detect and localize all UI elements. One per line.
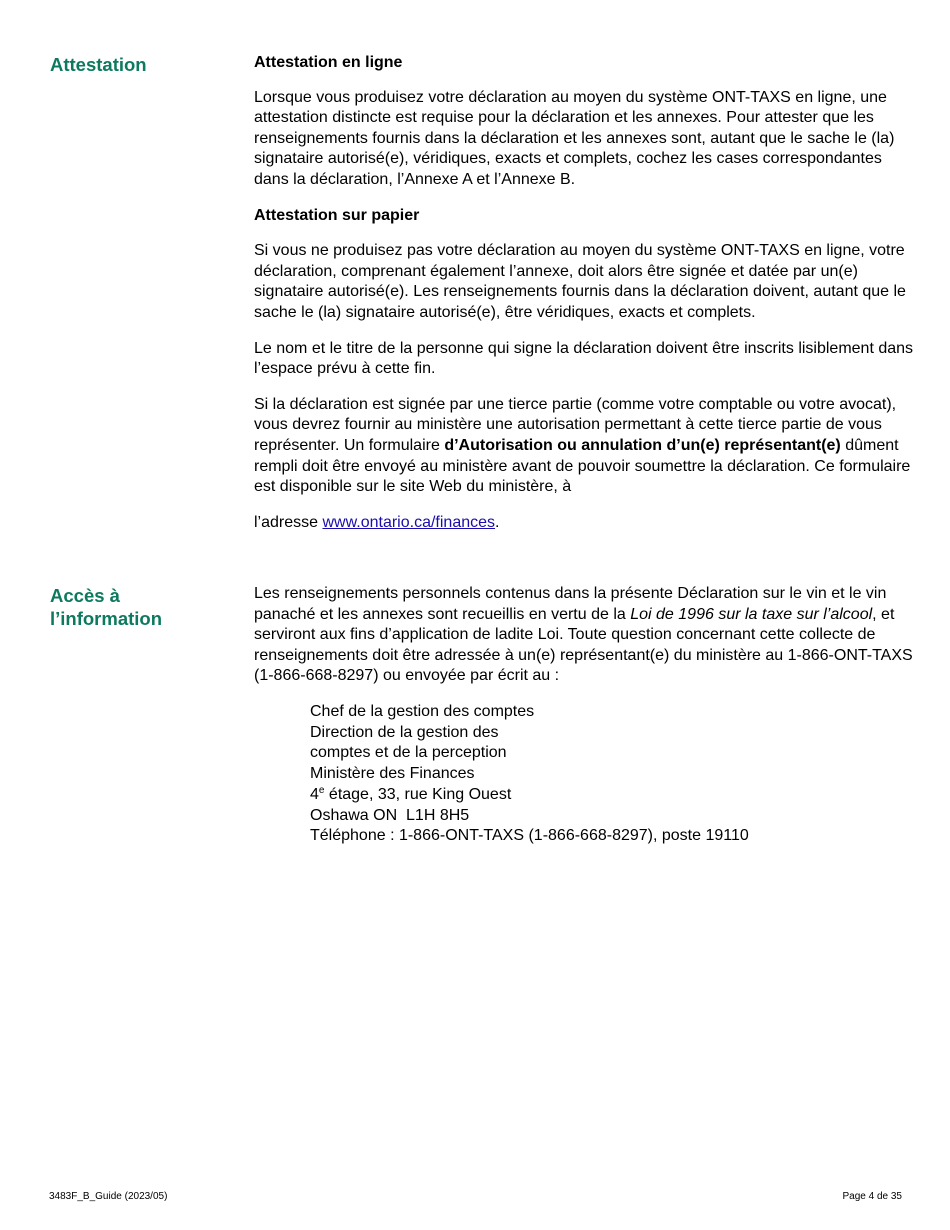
address-phone: Téléphone : 1-866-ONT-TAXS (1-866-668-8297), poste 19110 [310,827,749,845]
privacy-text-before: Les renseignements personnels contenus dans la présente Déclaration sur le vin et le vin panaché et les annexes sont recueillis en vertu de la [254,585,887,623]
address-suffix: . [495,513,500,531]
floor-number: 4 [310,785,319,803]
footer-page-number: Page 4 de 35 [842,1191,902,1202]
ontario-finances-link[interactable]: www.ontario.ca/finances [322,513,496,531]
paper-attestation-subheading: Attestation sur papier [254,206,420,224]
attestation-content [254,53,916,533]
floor-superscript: e [318,784,325,796]
access-heading-line2: l’information [50,608,163,629]
address-line-floor [310,785,749,806]
address-line: Direction de la gestion des [310,723,499,741]
third-party-text-after: dûment rempli doit être envoyé au ministère avant de pouvoir soumettre la déclaration. Ce formulaire est disponible sur le site Web du ministère, à [254,436,911,496]
finances-address-line [254,513,916,534]
floor-rest: étage, 33, rue King Ouest [324,785,512,803]
attestation-heading: Attestation [50,54,147,75]
access-to-information-heading [50,584,240,630]
authorization-form-name: d’Autorisation ou annulation d’un(e) représentant(e) [444,436,841,454]
access-heading-line1: Accès à [50,585,120,606]
privacy-text-after: , et serviront aux fins d’application de ladite Loi. Toute question concernant cette collecte de renseignements doit être adressée à un(e) représentant(e) du ministère au 1-866-ONT-TAXS (1-866-668-8297) ou envoyée par écrit au : [254,605,913,685]
address-line: Ministère des Finances [310,765,475,783]
address-prefix: l’adresse [254,513,323,531]
signer-name-paragraph: Le nom et le titre de la personne qui signe la déclaration doivent être inscrits lisiblement dans l’espace prévu à cette fin. [254,339,914,378]
address-line: comptes et de la perception [310,744,507,762]
online-attestation-subheading: Attestation en ligne [254,54,403,71]
address-line: Chef de la gestion des comptes [310,703,535,720]
mailing-address [310,702,749,847]
law-name: Loi de 1996 sur la taxe sur l’alcool [630,605,873,623]
privacy-paragraph [254,584,916,687]
third-party-paragraph [254,395,916,498]
online-attestation-paragraph: Lorsque vous produisez votre déclaration au moyen du système ONT-TAXS en ligne, une attestation distincte est requise pour la déclaration et les annexes. Pour attester que les renseignements fournis dans la déclaration et les annexes sont, autant que le sache le (la) signataire autorisé(e), véridiques, exacts et complets, cochez les cases correspondantes dans la déclaration, l’Annexe A et l’Annexe B. [254,88,895,188]
third-party-text-before: Si la déclaration est signée par une tierce partie (comme votre comptable ou votre avocat), vous devrez fournir au ministère une autorisation permettant à cette tierce partie de vous représenter. Un formulaire [254,395,897,454]
address-line: Oshawa ON L1H 8H5 [310,806,470,824]
access-content [254,584,916,687]
footer-form-id: 3483F_B_Guide (2023/05) [49,1191,168,1202]
paper-attestation-paragraph: Si vous ne produisez pas votre déclaration au moyen du système ONT-TAXS en ligne, votre déclaration, comprenant également l’annexe, doit alors être signée et datée par un(e) signataire autorisé(e). Les renseignements fournis dans la déclaration doivent, autant que le sache le (la) signataire autorisé(e), être véridiques, exacts et complets. [254,242,906,321]
